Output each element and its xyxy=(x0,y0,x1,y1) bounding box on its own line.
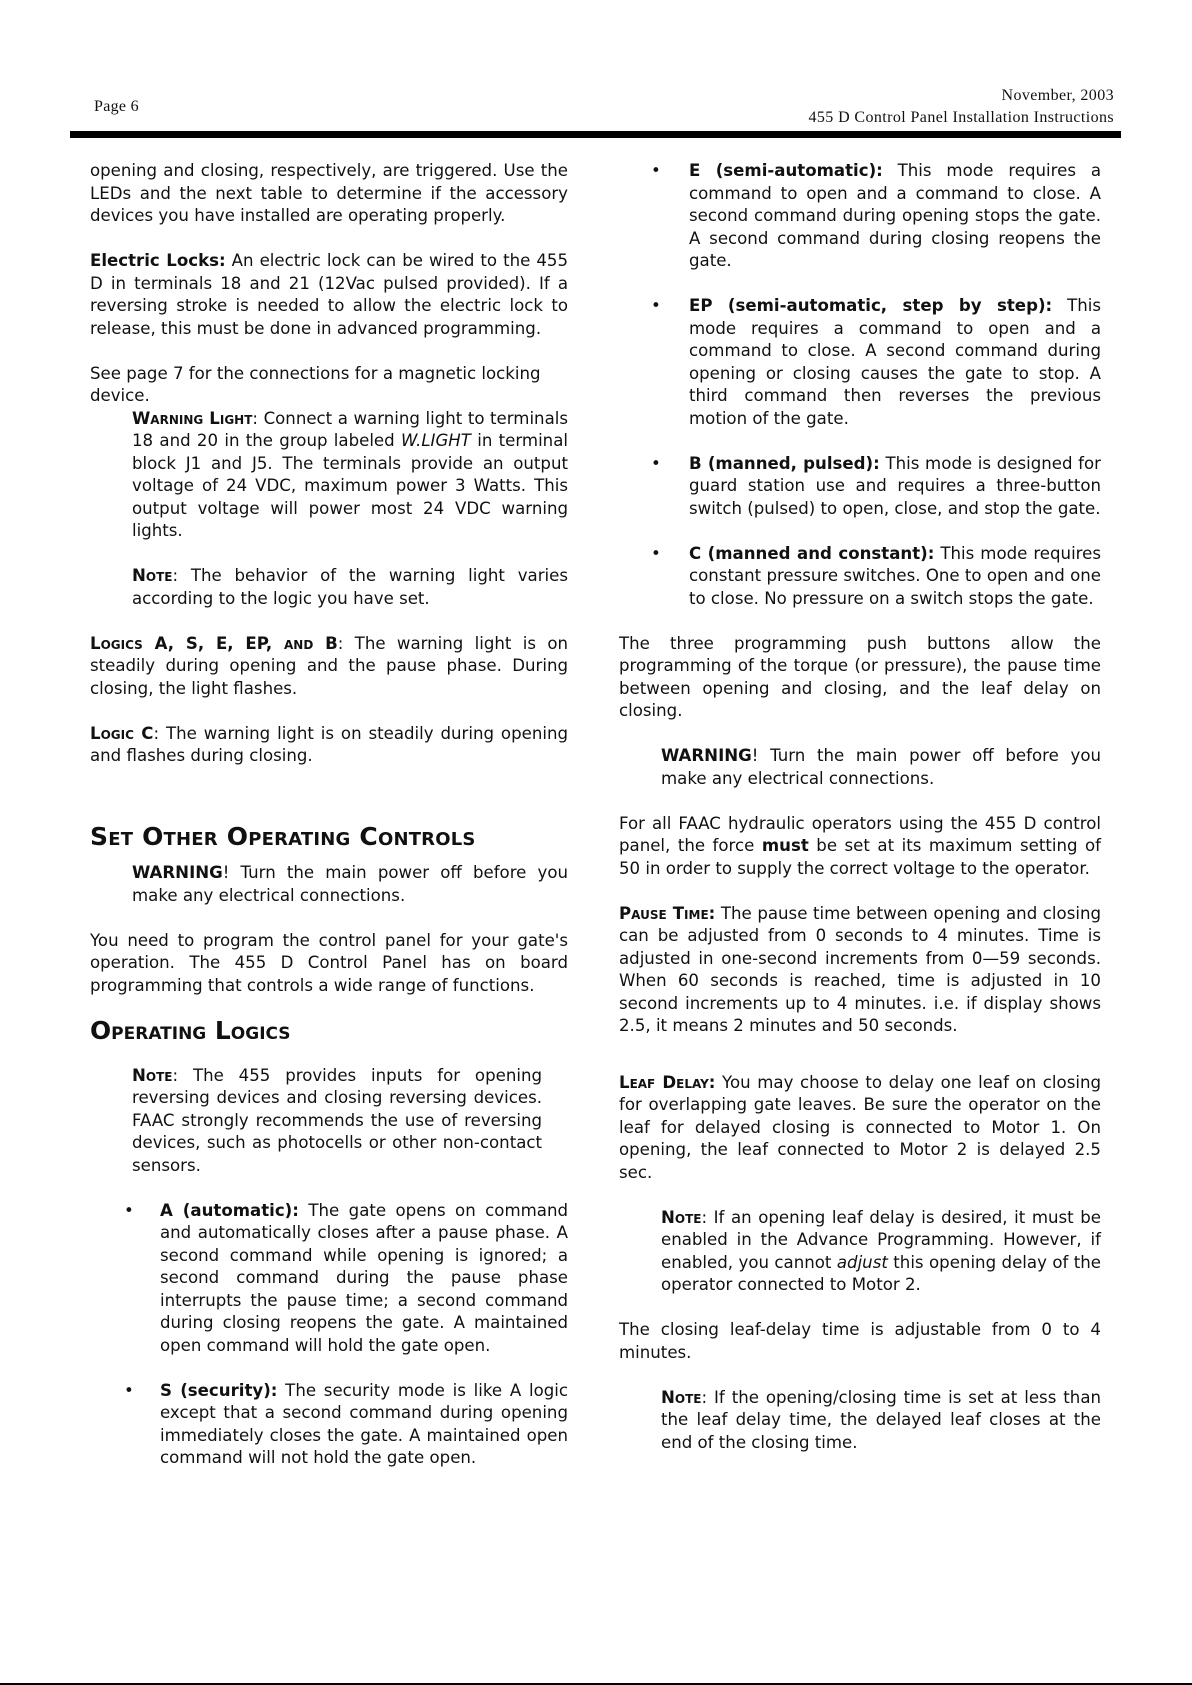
note-text: : The behavior of the warning light varies according to the logic you have set. xyxy=(132,566,568,608)
logic-description xyxy=(689,295,1101,430)
logics-text: : The warning light is on steadily during opening and the pause phase. During closing, the light flashes. xyxy=(90,633,568,698)
logic-label: S (security): xyxy=(160,1380,278,1400)
logic-c-label: Logic C xyxy=(90,723,154,743)
paragraph-logic-c xyxy=(90,723,568,768)
logic-list-item-a xyxy=(90,1200,568,1358)
logic-description xyxy=(689,160,1101,273)
logic-text: This mode requires constant pressure switches. One to open and one to close. No pressure on a switch stops the gate. xyxy=(689,543,1101,608)
header-doc-title: 455 D Control Panel Installation Instructions xyxy=(808,109,1114,126)
bullet-icon: • xyxy=(651,161,661,180)
page-number: Page 6 xyxy=(94,98,139,115)
paragraph-see-page: See page 7 for the connections for a magnetic locking device. xyxy=(90,363,541,405)
paragraph-electric-locks xyxy=(90,250,568,340)
paragraph-pause-time xyxy=(619,903,1101,1038)
leaf-delay-text: You may choose to delay one leaf on closing for overlapping gate leaves. Be sure the operator on the leaf for delayed closing is connected to Motor 1. On opening, the leaf connected to Motor 2 is delayed 2.5 sec. xyxy=(619,1072,1101,1182)
logic-list-item-e xyxy=(619,160,1101,273)
warning-power-off xyxy=(132,862,568,907)
note-warning-light xyxy=(132,565,568,610)
header-date: November, 2003 xyxy=(1001,87,1114,104)
warning-label: WARNING xyxy=(132,863,223,882)
logic-description xyxy=(689,453,1101,521)
logic-text: This mode requires a command to open and a command to close. A second command during opening or closing causes the gate to stop. A third command then reverses the previous motion of the gate. xyxy=(689,296,1102,428)
note-emphasis: adjust xyxy=(836,1252,888,1272)
logic-text: This mode is designed for guard station use and requires a three-button switch (pulsed) to open, close, and stop the gate. xyxy=(689,453,1101,518)
pause-time-text: The pause time between opening and closing can be adjusted from 0 seconds to 4 minutes. Time is adjusted in one-second increments from 0—59 seconds. When 60 seconds is reached, time is adjusted in 10 second increments up to 4 minutes. i.e. if display shows 2.5, it means 2 minutes and 50 seconds. xyxy=(619,903,1102,1035)
logic-list-item-c xyxy=(619,543,1101,611)
note-text-cont: this opening delay of the operator connected to Motor 2. xyxy=(661,1252,1102,1294)
leaf-delay-label: Leaf Delay: xyxy=(619,1072,716,1092)
note-label: Note xyxy=(661,1207,702,1227)
right-column xyxy=(619,160,1101,1454)
force-text: For all FAAC hydraulic operators using the 455 D control panel, the force xyxy=(619,813,1101,855)
logic-label: E (semi-automatic): xyxy=(689,161,883,180)
electric-locks-text: An electric lock can be wired to the 455 D in terminals 18 and 21 (12Vac pulsed provided). If a reversing stroke is needed to allow the electric lock to release, this must be done in advanced programming. xyxy=(90,251,569,338)
logic-description xyxy=(689,543,1101,611)
warning-light-text-cont: in terminal block J1 and J5. The terminals provide an output voltage of 24 VDC, maximum power 3 Watts. This output voltage will power most 24 VDC warning lights. xyxy=(132,431,568,540)
logic-text: The gate opens on command and automatically closes after a pause phase. A second command while opening is ignored; a second command during the pause phase interrupts the pause time; a second command during closing reopens the gate. A maintained open command will hold the gate open. xyxy=(160,1200,568,1355)
logic-description xyxy=(160,1200,568,1358)
force-text-cont: be set at its maximum setting of 50 in order to supply the correct voltage to the operator. xyxy=(619,836,1102,878)
logic-text: This mode requires a command to open and a command to close. A second command during opening stops the gate. A second command during closing reopens the gate. xyxy=(689,161,1102,270)
paragraph-force-setting xyxy=(619,813,1101,881)
bullet-icon: • xyxy=(651,296,661,315)
header-rule xyxy=(70,131,1121,138)
note-delay-vs-closing xyxy=(661,1387,1101,1455)
warning-power-off xyxy=(661,745,1101,790)
note-text: : The 455 provides inputs for opening reversing devices and closing reversing devices. FAAC strongly recommends the use of reversing devices, such as photocells or other non-contact sensors. xyxy=(132,1065,542,1175)
bullet-icon: • xyxy=(651,543,661,563)
logic-list-item-b xyxy=(619,453,1101,521)
wlight-terminal-label: W.LIGHT xyxy=(400,431,471,450)
section-heading: Set Other Operating Controls xyxy=(90,821,476,851)
note-label: Note xyxy=(661,1387,702,1407)
logic-label: C (manned and constant): xyxy=(689,543,935,563)
paragraph-closing-delay: The closing leaf-delay time is adjustable from 0 to 4 minutes. xyxy=(619,1320,1101,1362)
logic-label: A (automatic): xyxy=(160,1200,299,1220)
warning-label: WARNING xyxy=(661,746,752,765)
note-opening-delay xyxy=(661,1207,1101,1297)
running-header xyxy=(808,85,1114,129)
paragraph-warning-light xyxy=(132,408,568,543)
logic-label: EP (semi-automatic, step by step): xyxy=(689,296,1053,315)
note-label: Note xyxy=(132,566,173,585)
bullet-icon: • xyxy=(124,1200,134,1220)
paragraph-leaf-delay xyxy=(619,1072,1101,1185)
force-emphasis: must xyxy=(761,836,809,855)
paragraph-push-buttons: The three programming push buttons allow the programming of the torque (or pressure), the pause time between opening and closing, and the leaf delay on closing. xyxy=(619,633,1101,720)
note-label: Note xyxy=(132,1065,173,1085)
paragraph-logics-asep-b xyxy=(90,633,568,701)
paragraph-program-panel: You need to program the control panel for your gate's operation. The 455 D Control Panel has on board programming that controls a wide range of functions. xyxy=(90,930,568,995)
warning-light-text: : Connect a warning light to terminals 18 and 20 in the group labeled xyxy=(132,408,568,450)
bullet-icon: • xyxy=(124,1380,134,1400)
note-text: : If the opening/closing time is set at less than the leaf delay time, the delayed leaf closes at the end of the closing time. xyxy=(661,1387,1101,1452)
note-text: : If an opening leaf delay is desired, it must be enabled in the Advance Programming. However, if enabled, you cannot xyxy=(661,1207,1101,1272)
bullet-icon: • xyxy=(651,453,661,473)
electric-locks-label: Electric Locks: xyxy=(90,251,226,270)
pause-time-label: Pause Time: xyxy=(619,903,716,923)
paragraph-led-check: opening and closing, respectively, are triggered. Use the LEDs and the next table to determine if the accessory devices you have installed are operating properly. xyxy=(90,161,568,225)
warning-text: ! Turn the main power off before you make any electrical connections. xyxy=(661,746,1101,788)
logic-description xyxy=(160,1380,568,1470)
logic-list-item-ep xyxy=(619,295,1101,430)
logic-text: The security mode is like A logic except that a second command during opening immediately closes the gate. A maintained open command will not hold the gate open. xyxy=(160,1380,568,1467)
warning-light-label: Warning Light xyxy=(132,408,253,428)
logic-list-item-s xyxy=(90,1380,568,1470)
subsection-heading: Operating Logics xyxy=(90,1015,291,1045)
note-reversing-devices xyxy=(132,1065,542,1178)
warning-text: ! Turn the main power off before you make any electrical connections. xyxy=(132,863,568,905)
logic-label: B (manned, pulsed): xyxy=(689,453,880,473)
logics-label: Logics A, S, E, EP, and B xyxy=(90,633,338,653)
logic-c-text: : The warning light is on steadily during opening and flashes during closing. xyxy=(90,723,568,765)
left-column xyxy=(90,160,568,1470)
